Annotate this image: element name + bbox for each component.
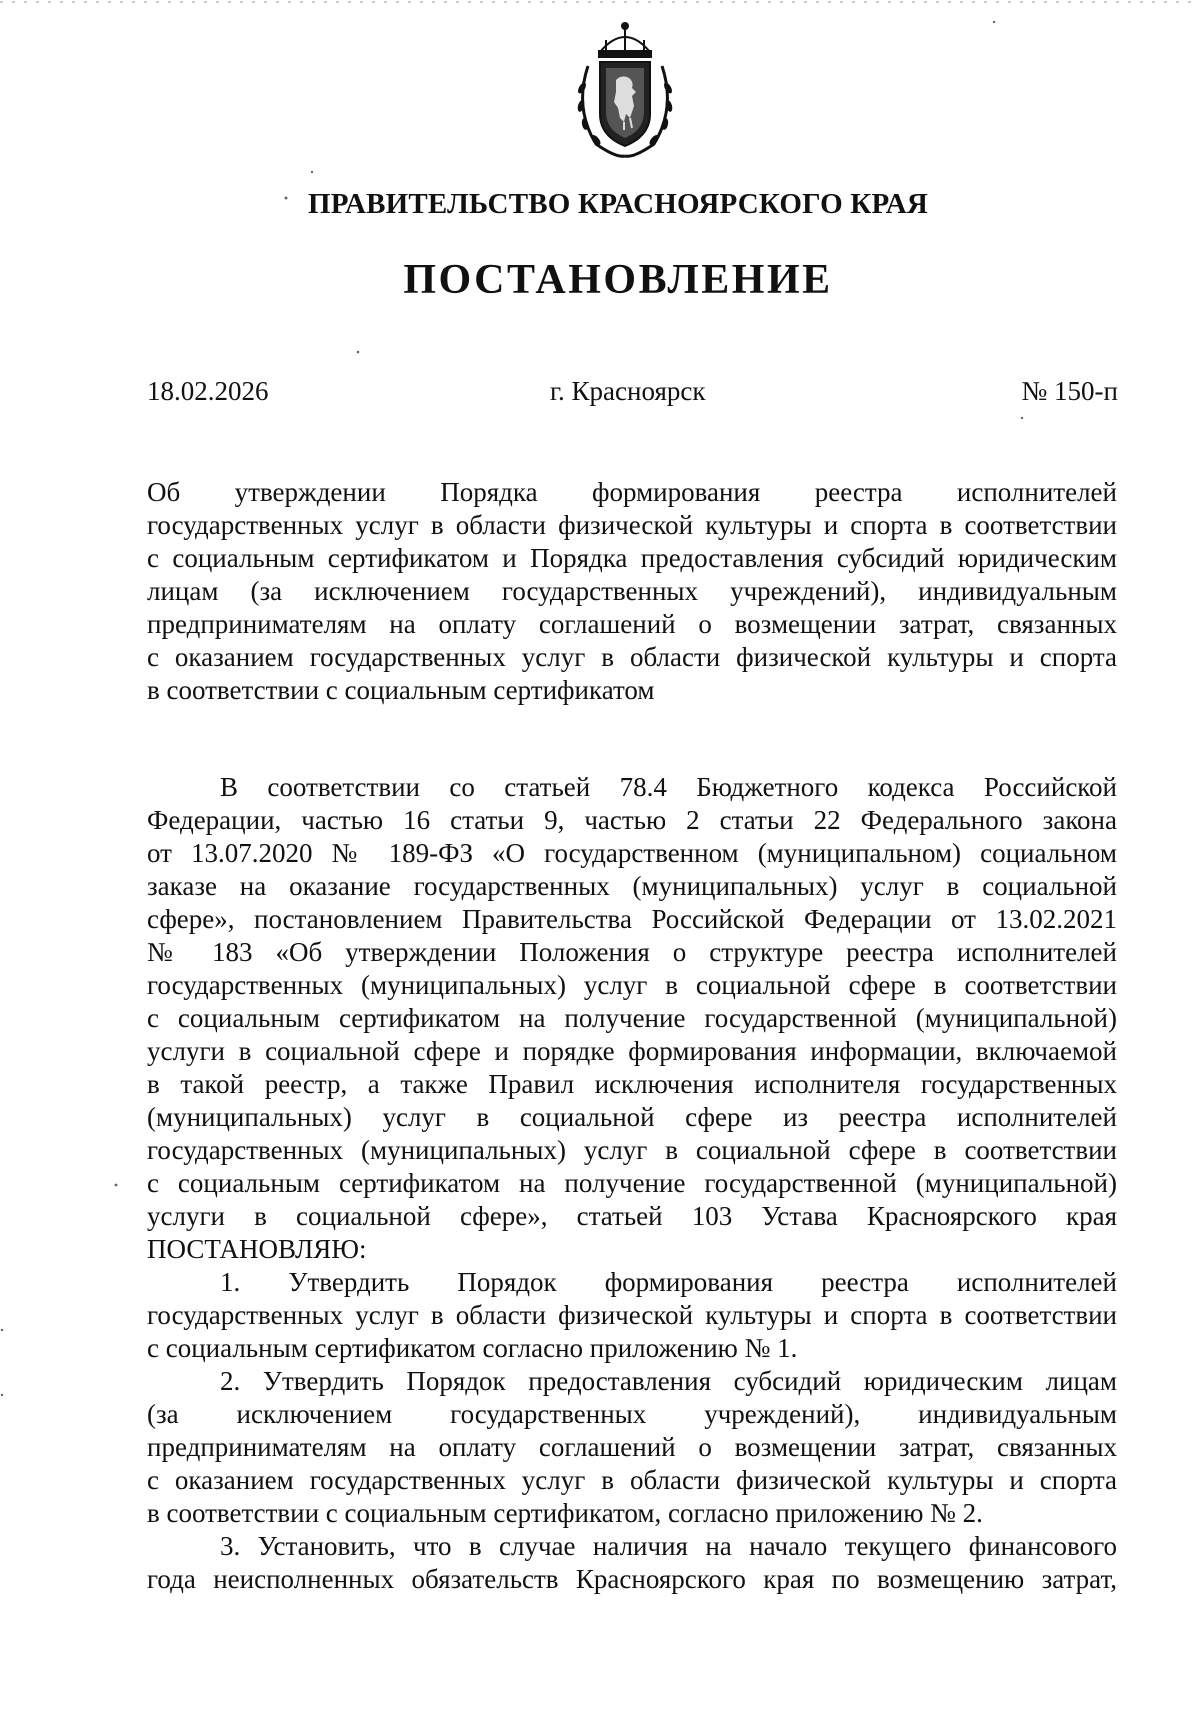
clause-2-line: предпринимателям на оплату соглашений о возмещении затрат, связанных — [147, 1432, 1117, 1462]
clause-2-line: в соответствии с социальным сертификатом, согласно приложению № 2. — [147, 1498, 983, 1528]
body-line: Федерации, частью 16 статьи 9, частью 2 статьи 22 Федерального закона — [147, 805, 1117, 835]
clause-2-line: 2. Утвердить Порядок предоставления субсидий юридическим лицам — [220, 1366, 1117, 1396]
document-date: 18.02.2026 — [147, 376, 269, 406]
clause-2-line: (за исключением государственных учреждений), индивидуальным — [147, 1399, 1117, 1429]
resolution-word: ПОСТАНОВЛЯЮ: — [147, 1234, 367, 1264]
body-line: с социальным сертификатом на получение государственной (муниципальной) — [147, 1168, 1117, 1198]
body-line: сфере», постановлением Правительства Российской Федерации от 13.02.2021 — [147, 904, 1117, 934]
body-line: (муниципальных) услуг в социальной сфере из реестра исполнителей — [147, 1102, 1117, 1132]
document-body — [147, 771, 1117, 1596]
coat-of-arms-emblem — [566, 18, 684, 160]
clause-3-line: года неисполненных обязательств Красноярского края по возмещению затрат, — [147, 1564, 1117, 1594]
subject-line: государственных услуг в области физической культуры и спорта в соответствии — [147, 510, 1117, 540]
body-line: от 13.07.2020 № 189-ФЗ «О государственном (муниципальном) социальном — [147, 838, 1117, 868]
subject-line: с социальным сертификатом и Порядка предоставления субсидий юридическим — [147, 543, 1117, 573]
subject-line: Об утверждении Порядка формирования реестра исполнителей — [147, 477, 1117, 507]
clause-2-line: с оказанием государственных услуг в области физической культуры и спорта — [147, 1465, 1117, 1495]
subject-line: в соответствии с социальным сертификатом — [147, 675, 655, 705]
body-line: № 183 «Об утверждении Положения о структуре реестра исполнителей — [147, 937, 1117, 967]
body-line: государственных (муниципальных) услуг в социальной сфере в соответствии — [147, 1135, 1117, 1165]
clause-1-line: государственных услуг в области физической культуры и спорта в соответствии — [147, 1300, 1117, 1330]
organization-title: ПРАВИТЕЛЬСТВО КРАСНОЯРСКОГО КРАЯ — [307, 188, 929, 220]
clause-1-line: с социальным сертификатом согласно приложению № 1. — [147, 1333, 798, 1363]
subject-line: с оказанием государственных услуг в области физической культуры и спорта — [147, 642, 1117, 672]
body-line: заказе на оказание государственных (муниципальных) услуг в социальной — [147, 871, 1117, 901]
body-line: с социальным сертификатом на получение государственной (муниципальной) — [147, 1003, 1117, 1033]
clause-1-line: 1. Утвердить Порядок формирования реестра исполнителей — [220, 1267, 1117, 1297]
document-number: № 150-п — [1021, 376, 1118, 406]
body-line: услуги в социальной сфере и порядке формирования информации, включаемой — [147, 1036, 1117, 1066]
document-subject — [147, 476, 1117, 707]
body-line: в такой реестр, а также Правил исключения исполнителя государственных — [147, 1069, 1117, 1099]
subject-line: предпринимателям на оплату соглашений о возмещении затрат, связанных — [147, 609, 1117, 639]
clause-3-line: 3. Установить, что в случае наличия на начало текущего финансового — [220, 1531, 1117, 1561]
document-city: г. Красноярск — [550, 376, 706, 406]
subject-line: лицам (за исключением государственных учреждений), индивидуальным — [147, 576, 1117, 606]
body-line: услуги в социальной сфере», статьей 103 Устава Красноярского края — [147, 1201, 1117, 1231]
document-type-title: ПОСТАНОВЛЕНИЕ — [403, 257, 833, 303]
body-line: В соответствии со статьей 78.4 Бюджетного кодекса Российской — [220, 772, 1117, 802]
body-line: государственных (муниципальных) услуг в социальной сфере в соответствии — [147, 970, 1117, 1000]
